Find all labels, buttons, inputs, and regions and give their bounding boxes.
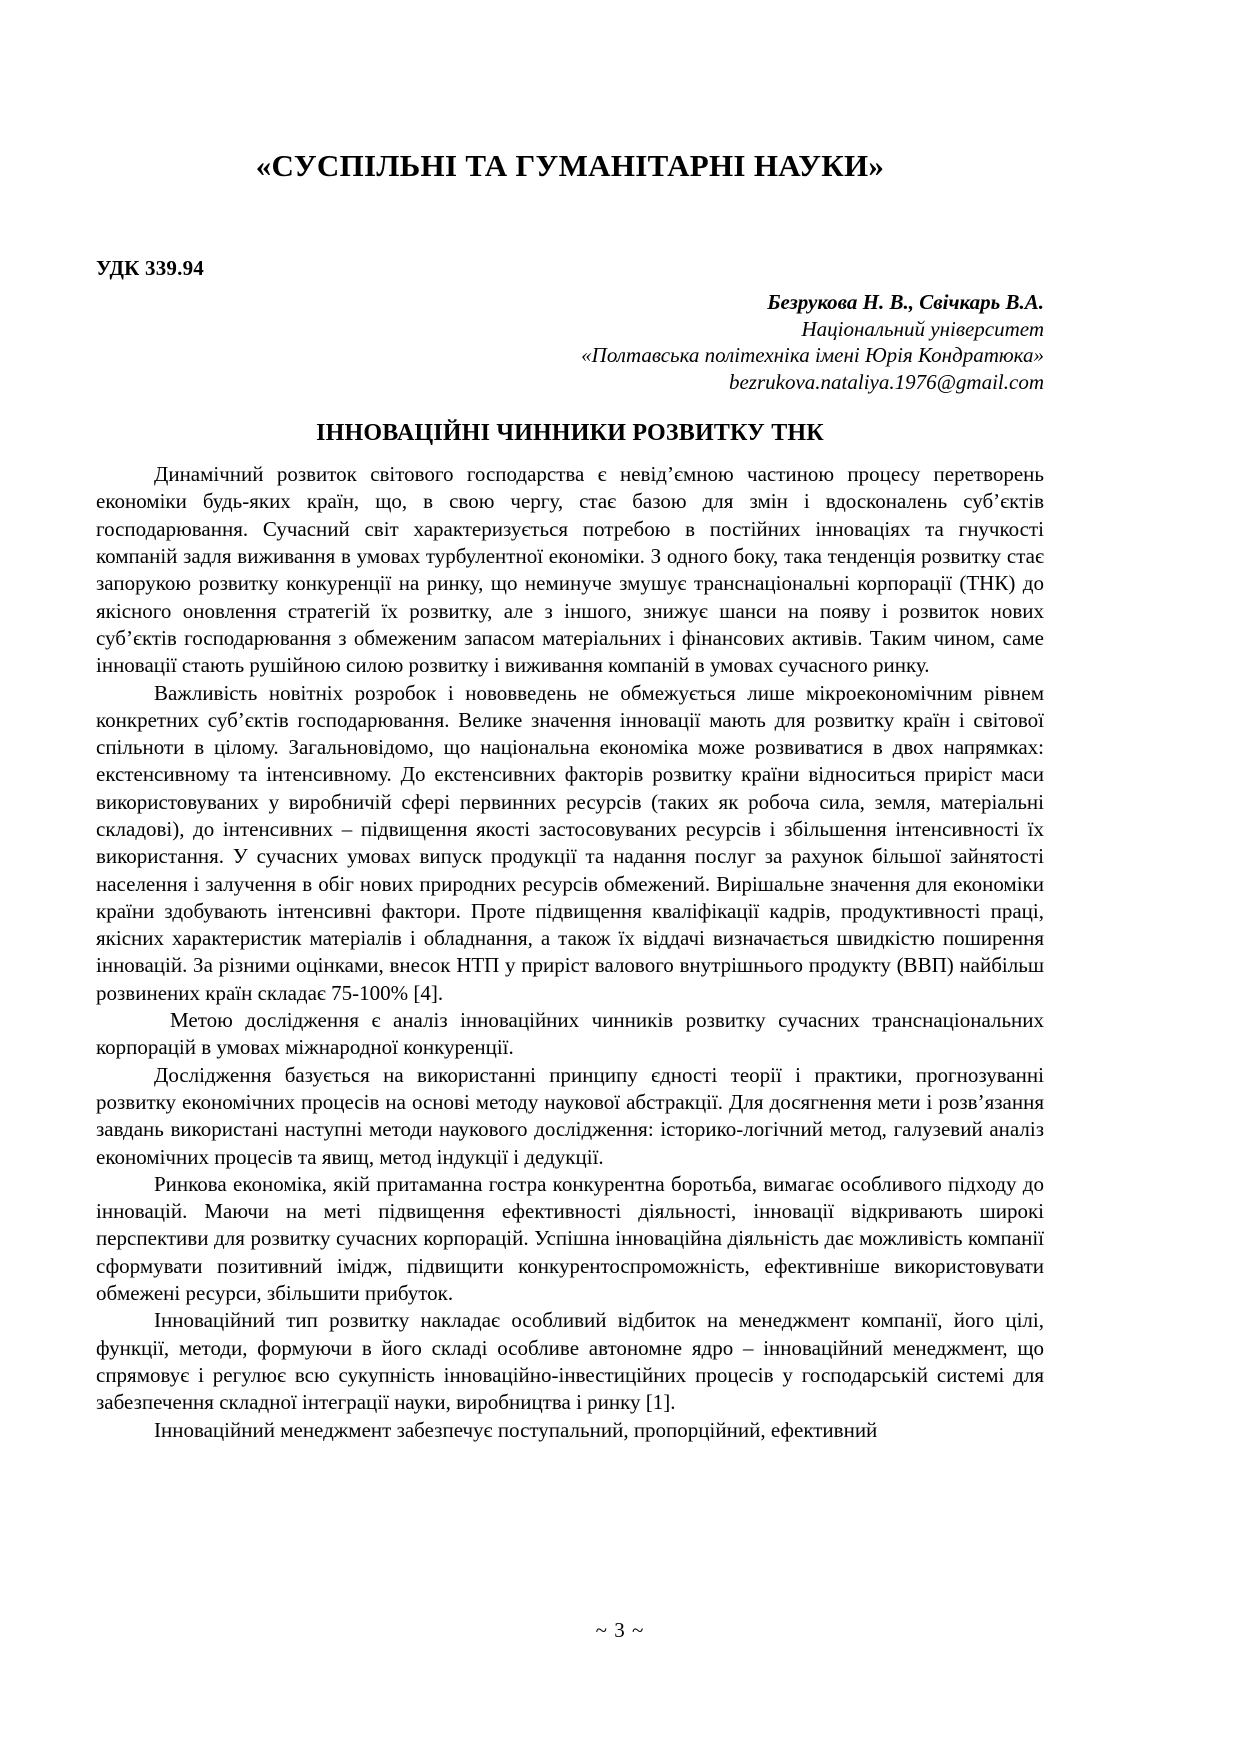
article-title: ІННОВАЦІЙНІ ЧИННИКИ РОЗВИТКУ ТНК <box>316 420 824 447</box>
author-block <box>96 289 1044 397</box>
author-email: bezrukova.nataliya.1976@gmail.com <box>728 370 1044 395</box>
body-paragraph: Ринкова економіка, якій притаманна гостра конкурентна боротьба, вимагає особливого підходу до інновацій. Маючи на меті підвищення ефективності діяльності, інновації відкривають широкі перспективи для розвитку сучасних корпорацій. Успішна інноваційна діяльність дає можливість компанії сформувати позитивний імідж, підвищити конкурентоспроможність, ефективніше використовувати обмежені ресурси, збільшити прибуток. <box>96 1171 1044 1306</box>
body-paragraph: Динамічний розвиток світового господарства є невід’ємною частиною процесу перетворень економіки будь-яких країн, що, в свою чергу, стає базою для змін і вдосконалень суб’єктів господарювання. Сучасний світ характеризується потребою в постійних інноваціях та гнучкості компаній задля виживання в умовах турбулентної економіки. З одного боку, така тенденція розвитку стає запорукою розвитку конкуренції на ринку, що неминуче змушує транснаціональні корпорації (ТНК) до якісного оновлення стратегій їх розвитку, але з іншого, знижує шанси на появу і розвиток нових суб’єктів господарювання з обмеженим запасом матеріальних і фінансових активів. Таким чином, саме інновації стають рушійною силою розвитку і виживання компаній в умовах сучасного ринку. <box>96 462 1044 678</box>
page-content <box>96 0 1044 1444</box>
author-affiliation-line-2: «Полтавська політехніка імені Юрія Кондратюка» <box>581 343 1044 368</box>
body-paragraph: Інноваційний менеджмент забезпечує поступальний, пропорційний, ефективний <box>154 1417 878 1442</box>
body-paragraph: Важливість новітніх розробок і нововведень не обмежується лише мікроекономічним рівнем конкретних суб’єктів господарювання. Велике значення інновації мають для розвитку країн і світової спільноти в цілому. Загальновідомо, що національна економіка може розвиватися в двох напрямках: екстенсивному та інтенсивному. До екстенсивних факторів розвитку країни відноситься приріст маси використовуваних у виробничій сфері первинних ресурсів (таких як робоча сила, земля, матеріальні складові), до інтенсивних – підвищення якості застосовуваних ресурсів і збільшення інтенсивності їх використання. У сучасних умовах випуск продукції та надання послуг за рахунок більшої зайнятості населення і залучення в обіг нових природних ресурсів обмежений. Вирішальне значення для економіки країни здобувають інтенсивні фактори. Проте підвищення кваліфікації кадрів, продуктивності праці, якісних характеристик матеріалів і обладнання, а також їх віддачі визначається швидкістю поширення інновацій. За різними оцінками, внесок НТП у приріст валового внутрішнього продукту (ВВП) найбільш розвинених країн складає 75-100% [4]. <box>96 680 1044 1005</box>
body-paragraph: Метою дослідження є аналіз інноваційних чинників розвитку сучасних транснаціональних корпорацій в умовах міжнародної конкуренції. <box>96 1008 1044 1060</box>
body-paragraph: Дослідження базується на використанні принципу єдності теорії і практики, прогнозуванні розвитку економічних процесів на основі методу наукової абстракції. Для досягнення мети і розв’язання завдань використані наступні методи наукового дослідження: історико-логічний метод, галузевий аналіз економічних процесів та явищ, метод індукції і дедукції. <box>96 1062 1044 1169</box>
author-affiliation-line-1: Національний університет <box>801 316 1044 341</box>
author-names: Безрукова Н. В., Свічкарь В.А. <box>767 289 1044 314</box>
page-number-footer: ~ 3 ~ <box>595 1618 645 1642</box>
article-body <box>96 461 1044 1444</box>
body-paragraph: Інноваційний тип розвитку накладає особливий відбиток на менеджмент компанії, його цілі, функції, методи, формуючи в його складі особливе автономне ядро – інноваційний менеджмент, що спрямовує і регулює всю сукупність інноваційно-інвестиційних процесів у господарській системі для забезпечення складної інтеграції науки, виробництва і ринку [1]. <box>96 1308 1044 1415</box>
section-banner-heading: «СУСПІЛЬНІ ТА ГУМАНІТАРНІ НАУКИ» <box>255 148 885 183</box>
udc-code: УДК 339.94 <box>96 255 204 280</box>
